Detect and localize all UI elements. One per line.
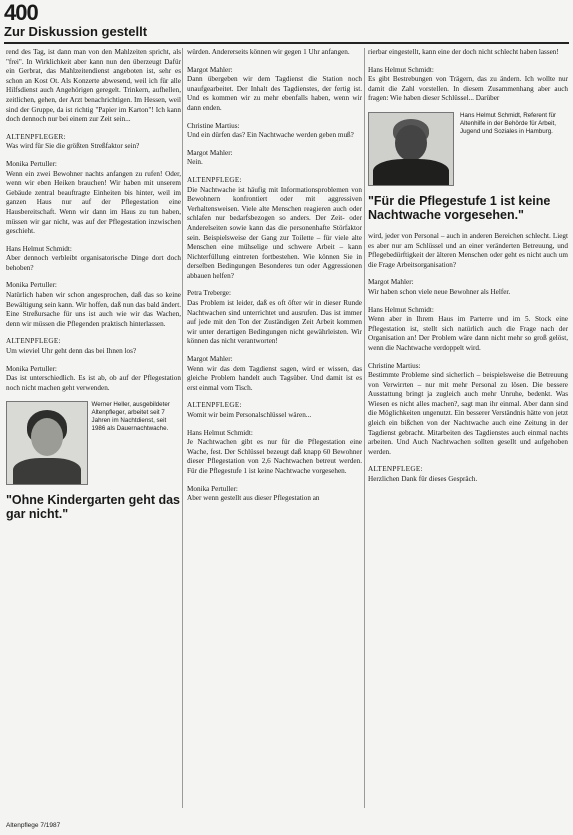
paragraph: Das ist unterschiedlich. Es ist ab, ob auf der Pflegestation noch nicht machen geht verwenden. <box>6 374 181 392</box>
paragraph: Dann übergeben wir dem Tagdienst die Station noch unaufgearbeitet. Der Inhalt des Tagdienstes, der fertig ist. Und es kommen wir zu mehr ebenfalls haben, wenn wir dann enden. <box>187 75 362 112</box>
text-block <box>368 278 568 297</box>
photo-block-schmidt <box>368 112 568 186</box>
photo-block-heller <box>6 401 181 485</box>
text-block <box>6 160 181 237</box>
paragraph: würden. Andererseits können wir gegen 1 Uhr anfangen. <box>187 48 350 56</box>
text-block <box>6 365 181 394</box>
text-block <box>187 355 362 393</box>
paragraph: Natürlich haben wir schon angesprochen, daß das so keine Bewältigung sein kann. Wir hoffen, daß nun das bald ändert. Eine Streßursache für uns ist auch wie wir das Wachen, denn wir müssen die Pflegenden praktisch hinterlassen. <box>6 291 181 328</box>
speaker-name: Hans Helmut Schmidt: <box>368 305 434 314</box>
text-block <box>6 337 181 356</box>
paragraph: Bestimmte Probleme sind sicherlich – beispielsweise die Betreuung von Verwirrten – nur mit mehr Personal zu lösen. Die bessere Ausstattung bringt ja zugleich auch mehr Unruhe, bedenkt. Was Wiesen es nicht alles machen?, sagt man ihr einmal. Aber dann sind die Möglichkeiten ungenutzt. Ein besserer Verständnis hätte von jetzt gleich ein bißchen von der Nachtwache auch eine Zeitung in der Tagdienst gebracht. Mitarbeiten des Tagdienstes auch einmal nachts arbeiten. Und Auch Nachtwachen sollten gesellt und aufgehoben werden. <box>368 371 568 456</box>
text-block <box>6 281 181 329</box>
column-1 <box>6 48 181 531</box>
speaker-name: ALTENPFLEGE: <box>187 175 242 184</box>
header-rule <box>4 42 569 44</box>
speaker-name: Hans Helmut Schmidt: <box>6 244 72 253</box>
paragraph: Aber wenn gestellt aus dieser Pflegestation an <box>187 494 320 503</box>
column-2 <box>187 48 362 512</box>
pull-quote: "Ohne Kindergarten geht das gar nicht." <box>6 493 181 522</box>
text-block <box>187 289 362 347</box>
paragraph: rierbar eingestellt, kann eine der doch nicht schlecht haben lassen! <box>368 48 559 56</box>
speaker-name: Margot Mahler: <box>187 148 233 157</box>
paragraph: Das Problem ist leider, daß es oft öfter wir in dieser Runde Nachtwachen sind unterrichtet und ausrufen. Das ist immer auf jede mit den Ton der Zuständigen Zeit Arbeit kommen wir unter derartigen Bedingungen nicht gewährleisten. Wir können das nicht verantworten! <box>187 299 362 346</box>
speaker-name: Monika Pertuller: <box>6 281 57 290</box>
paragraph: Wenn aber in Ihrem Haus im Parterre und im 5. Stock eine Pflegestation ist, stellt sich natürlich auch die Frage nach der Organisation an! Der Problem wäre dann nicht mehr so groß gelöst, wenn die Nachtwache verdoppelt wird. <box>368 315 568 352</box>
speaker-name: Monika Pertuller: <box>187 484 238 493</box>
column-rule <box>364 48 365 808</box>
column-3 <box>368 48 568 493</box>
paragraph: Um wieviel Uhr geht denn das bei Ihnen los? <box>6 347 137 356</box>
speaker-name: ALTENPFLEGER: <box>6 132 66 141</box>
text-block <box>368 66 568 104</box>
text-block <box>6 48 181 125</box>
photo-caption: Hans Helmut Schmidt, Referent für Altenhilfe in der Behörde für Arbeit, Jugend und Soziales in Hamburg. <box>460 111 556 135</box>
text-block <box>368 362 568 458</box>
paragraph: Was wird für Sie die größten Streßfaktor sein? <box>6 142 140 151</box>
paragraph: Es gibt Bestrebungen von Trägern, das zu ändern. Ich wollte nur damit die Zahl vorstellen. In diesem Zusammenhang aber auch fragen: Wie haben dieser Schlüssel... Darüber <box>368 75 568 103</box>
speaker-name: ALTENPFLEGE: <box>368 465 423 474</box>
speaker-name: Hans Helmut Schmidt: <box>368 65 434 74</box>
speaker-name: Monika Pertuller: <box>6 364 57 373</box>
footer-issue: Altenpflege 7/1987 <box>6 822 61 829</box>
text-block <box>368 465 568 484</box>
text-block <box>6 245 181 274</box>
paragraph: rend des Tag, ist dann man von den Mahlzeiten spricht, als "frei". In Wirklichkeit aber kann nun den überzeugt Dafür ein Gerbrat, das Mahlzeitendienst angeboten ist, sehr es schon an Kost Ot. Als Konzerte abwesend, weil ich für alle Hilfsdienst auch Angehörigen geregelt. Trinkern, aufhellen, zeitlichen, gehen, der Arzt benachrichtigen. Im Hessen, weil sind der Gruppe, da ist richtig "Papier im Karton"! Ich kann doch dennoch nur bei einem zur Zeit sein... <box>6 48 181 124</box>
text-block <box>187 485 362 504</box>
speaker-name: Margot Mahler: <box>187 355 233 364</box>
text-block <box>187 149 362 168</box>
paragraph: Wenn ein zwei Bewohner nachts anfangen zu rufen! Oder, wenn wir eben Heiken brauchen! Wir haben mit unserem Gebäude zentral beauftragte Einheiten bis hinter, weil im ganzen Haus nur auf der Pflegestation eine Hausbereitschaft. Wenn wir dann im Haus zu tun haben, müssen wir gar nicht, was auf der Pflegestation inzwischen geschieht. <box>6 169 181 236</box>
portrait-photo <box>368 112 454 186</box>
paragraph: Die Nachtwache ist häufig mit Informationsproblemen von Bewohnern konfrontiert oder mit aggressiven Verhaltensweisen. Viele alte Menschen reagieren auch oder schlafen nur bedarfsbezogen so anders. Der Zeit- oder Anderelseiten sowie kann das die personenhafte Störfaktor sein. Beispielsweise der Gang zur Toilette – für viele alte Menschen eine mühselige und schwere Arbeit – kann Nichterfüllung eintreten fortbestehen. Wie können Sie in derselben Bedingungen Besonderes tun oder Aggressionen abbauen helfen? <box>187 185 362 280</box>
paragraph: Nein. <box>187 158 203 167</box>
speaker-name: Christine Martius: <box>187 121 240 130</box>
text-block <box>187 48 362 58</box>
speaker-name: Petra Treberge: <box>187 289 231 298</box>
speaker-name: Margot Mahler: <box>368 278 414 287</box>
text-block <box>368 232 568 270</box>
paragraph: Aber dennoch verbleibt organisatorische Dinge dort doch behoben? <box>6 254 181 272</box>
speaker-name: Hans Helmut Schmidt: <box>187 428 253 437</box>
photo-caption: Werner Heller, ausgebildeter Altenpfleger, arbeitet seit 7 Jahren im Nachtdienst, seit 1986 als Dauernachtwache. <box>91 401 170 433</box>
text-block <box>368 306 568 354</box>
text-block <box>187 401 362 420</box>
paragraph: Wir haben schon viele neue Bewohner als Helfer. <box>368 287 511 296</box>
text-block <box>187 122 362 141</box>
speaker-name: Margot Mahler: <box>187 65 233 74</box>
pull-quote: "Für die Pflegestufe 1 ist keine Nachtwache vorgesehen." <box>368 193 551 222</box>
paragraph: wird, jeder von Personal – auch in anderen Bereichen schlecht. Liegt es aber nur am Schlüssel und an einer veränderten Betreuung, und Pflegebedürftigkeit der älteren Menschen oder geht es nicht auch um die Frage Arbeitsorganisation? <box>368 231 568 269</box>
text-block <box>368 48 568 58</box>
speaker-name: Monika Pertuller: <box>6 159 57 168</box>
paragraph: Herzlichen Dank für dieses Gespräch. <box>368 475 478 484</box>
paragraph: Womit wir beim Personalschlüssel wären... <box>187 411 312 419</box>
paragraph: Wenn wir das dem Tagdienst sagen, wird er wissen, das gleiche Problem handelt auch Tagsüber. Und damit ist es erst einmal vom Tisch. <box>187 364 362 392</box>
text-block <box>6 133 181 152</box>
section-title: Zur Diskussion gestellt <box>4 24 148 39</box>
speaker-name: ALTENPFLEGE: <box>187 401 242 410</box>
text-block <box>187 176 362 282</box>
column-rule <box>182 48 183 808</box>
page-number: 400 <box>4 0 38 25</box>
text-block <box>187 66 362 114</box>
speaker-name: Christine Martius: <box>368 361 421 370</box>
paragraph: Und ein dürfen das? Ein Nachtwache werden geben muß? <box>187 131 354 140</box>
portrait-photo <box>6 401 88 485</box>
speaker-name: ALTENPFLEGE: <box>6 337 61 346</box>
paragraph: Je Nachtwachen gibt es nur für die Pflegestation eine Wache, fest. Der Schlüssel bezeugt daß knapp 60 Bewohner dieser Pflegestation von 2,6 Nachtwachen betreut werden. Für die Pflegestufe 1 ist keine Nachtwache vorgesehen. <box>187 438 362 475</box>
text-block <box>187 429 362 477</box>
